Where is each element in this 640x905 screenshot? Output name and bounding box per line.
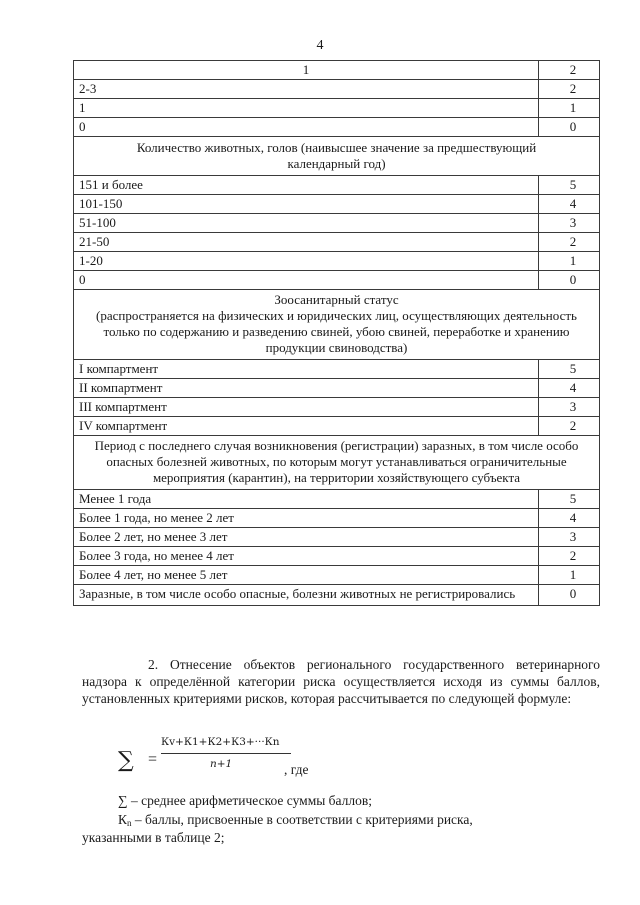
row-value: 2 [539,80,600,99]
row-label: 51-100 [74,214,539,233]
table-row [74,566,600,585]
row-value: 5 [539,490,600,509]
row-value: 3 [539,214,600,233]
equals-sign: = [148,751,158,768]
fraction-line [161,753,291,754]
kn-subscript: n [127,818,132,828]
table-row [74,99,600,118]
section-period-title: Период с последнего случая возникновения (регистрации) заразных, в том числе особо опасных болезней животных, по которым могут устанавливаться ограничительные мероприятия (карантин), на территории хозяйствующего субъекта [74,436,600,490]
section-heading-row [74,290,600,360]
paragraph-2: 2. Отнесение объектов регионального государственного ветеринарного надзора к определённой категории риска осуществляется исходя из суммы баллов, установленных критериями рисков, которая рассчитывается по следующей формуле: [82,657,600,706]
formula-numerator: Кv+К1+К2+К3+···Кn [161,736,280,748]
table-row [74,195,600,214]
page-number: 4 [316,38,324,53]
formula-where: , где [284,762,309,777]
row-value: 2 [539,547,600,566]
row-label: 0 [74,271,539,290]
kn-symbol: К [118,812,128,827]
row-value: 4 [539,509,600,528]
kn-definition-text: – баллы, присвоенные в соответствии с критериями риска, [131,812,473,827]
row-label: II компартмент [74,379,539,398]
table-row [74,547,600,566]
row-value: 3 [539,398,600,417]
row-label: 2-3 [74,80,539,99]
sigma-definition: ∑ – среднее арифметическое суммы баллов; [118,793,373,808]
row-label: III компартмент [74,398,539,417]
table-row [74,252,600,271]
table-row [74,233,600,252]
row-value: 4 [539,379,600,398]
row-label: Более 1 года, но менее 2 лет [74,509,539,528]
formula-denominator: n+1 [210,758,233,770]
row-value: 3 [539,528,600,547]
table-row [74,585,600,606]
section-heading-row [74,436,600,490]
table-row [74,417,600,436]
table-row [74,271,600,290]
row-value: 5 [539,176,600,195]
row-label: 21-50 [74,233,539,252]
sigma-symbol: ∑ [118,748,134,773]
section-zoo-title: Зоосанитарный статус [274,292,399,307]
table-row [74,490,600,509]
header-col-2: 2 [539,61,600,80]
row-value: 2 [539,417,600,436]
row-label: 101-150 [74,195,539,214]
table-row [74,118,600,137]
row-label: 151 и более [74,176,539,195]
table-row [74,360,600,379]
table-row [74,509,600,528]
row-value: 0 [539,585,600,606]
risk-formula [118,736,378,786]
row-label: Более 4 лет, но менее 5 лет [74,566,539,585]
row-label: Более 2 лет, но менее 3 лет [74,528,539,547]
row-label: 0 [74,118,539,137]
section-zoo-subtitle: (распространяется на физических и юридических лиц, осуществляющих деятельность только по содержанию и разведению свиней, убою свиней, переработке и хранению продукции свиноводства) [96,308,577,355]
row-label: Заразные, в том числе особо опасные, болезни животных не регистрировались [74,585,539,606]
table-row [74,214,600,233]
row-value: 5 [539,360,600,379]
table-row [74,176,600,195]
table-row [74,528,600,547]
table-row [74,379,600,398]
section-heading-row [74,137,600,176]
row-value: 0 [539,118,600,137]
row-value: 0 [539,271,600,290]
row-value: 1 [539,99,600,118]
table-row [74,398,600,417]
row-value: 2 [539,233,600,252]
header-col-1: 1 [74,61,539,80]
row-label: I компартмент [74,360,539,379]
kn-definition-continued: указанными в таблице 2; [82,830,225,845]
table-header-row [74,61,600,80]
section-zoo-cell [74,290,600,360]
table-row [74,80,600,99]
row-value: 1 [539,566,600,585]
row-label: Менее 1 года [74,490,539,509]
row-label: 1 [74,99,539,118]
row-label: Более 3 года, но менее 4 лет [74,547,539,566]
criteria-table [73,60,600,606]
row-label: IV компартмент [74,417,539,436]
section-animals-title: Количество животных, голов (наивысшее значение за предшествующий календарный год) [74,137,600,176]
row-value: 4 [539,195,600,214]
row-label: 1-20 [74,252,539,271]
row-value: 1 [539,252,600,271]
